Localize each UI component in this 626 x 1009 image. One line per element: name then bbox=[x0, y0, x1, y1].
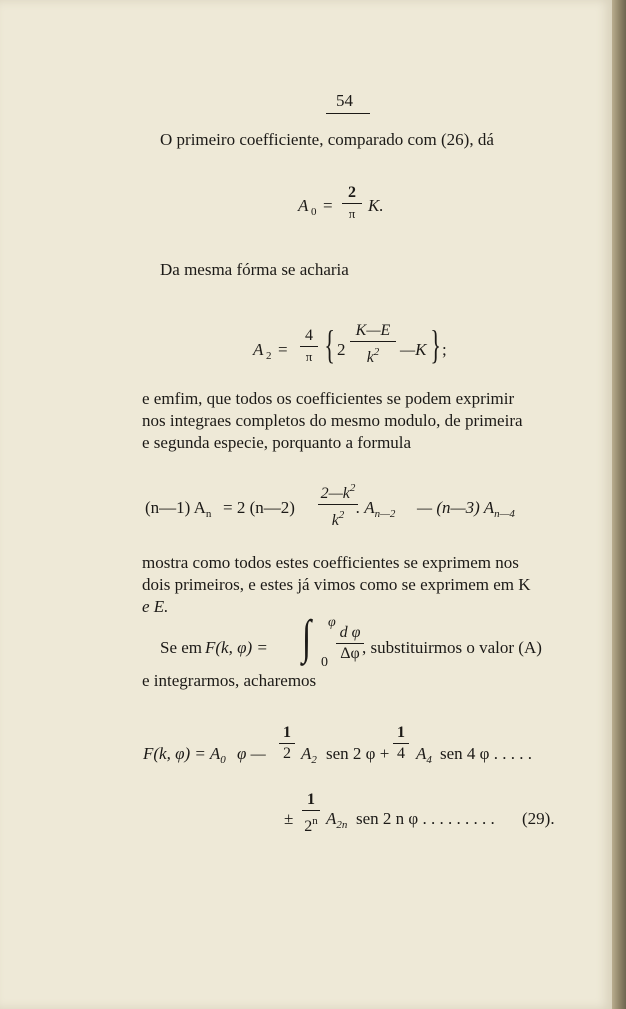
paragraph-4-line-2: dois primeiros, e estes já vimos como se exprimem em K bbox=[142, 575, 531, 594]
eq2-coef: 2 bbox=[337, 340, 346, 359]
eq2-tail: —K bbox=[400, 340, 427, 359]
eq1-lhs: A bbox=[298, 196, 309, 215]
eq2-fraction: 4 π bbox=[300, 327, 318, 366]
eq4-fraction-1: 1 2 bbox=[279, 724, 295, 763]
para5-lead: Se em bbox=[160, 638, 203, 657]
page-number-rule bbox=[326, 113, 370, 114]
integral-upper: φ bbox=[328, 615, 336, 630]
eq2-lhs-sub: 2 bbox=[266, 350, 272, 362]
eq2-right-brace: } bbox=[430, 322, 441, 367]
paragraph-3-line-3: e segunda especie, porquanto a formula bbox=[142, 433, 412, 452]
integrand-fraction: d φ Δφ bbox=[336, 624, 364, 663]
eq5-fraction: 1 2$^n$ bbox=[302, 791, 320, 836]
page-edge bbox=[612, 0, 626, 1009]
eq1-equals: = bbox=[323, 196, 333, 215]
paragraph-4-line-3: e E. bbox=[142, 597, 169, 616]
integral-lower: 0 bbox=[321, 655, 328, 670]
eq4-fraction-2: 1 4 bbox=[393, 724, 409, 763]
eq2-semicolon: ; bbox=[442, 340, 447, 359]
eq3-mid: = 2 (n—2) bbox=[223, 498, 295, 517]
paragraph-3-line-2: nos integraes completos do mesmo modulo, de primeira bbox=[142, 411, 523, 430]
eq2-lhs: A bbox=[253, 340, 264, 359]
paragraph-1: O primeiro coefficiente, comparado com (26), dá bbox=[160, 130, 494, 149]
para5-tail: , substituirmos o valor (A) bbox=[362, 638, 542, 657]
paragraph-6: e integrarmos, acharemos bbox=[142, 671, 317, 690]
para5-func: F(k, φ) = bbox=[205, 638, 268, 657]
eq1-tail: K. bbox=[368, 196, 384, 215]
eq3-fraction: $2—k^2$ $k^2$ bbox=[318, 479, 358, 530]
eq2-inner-fraction: K—E $k^2$ bbox=[350, 322, 396, 367]
equation-number: (29). bbox=[522, 809, 555, 828]
paragraph-3-line-1: e emfim, que todos os coefficientes se podem exprimir bbox=[142, 389, 515, 408]
eq2-left-brace: { bbox=[324, 322, 335, 367]
paragraph-4-line-1: mostra como todos estes coefficientes se exprimem nos bbox=[142, 553, 519, 572]
eq2-equals: = bbox=[278, 340, 288, 359]
paragraph-2: Da mesma fórma se acharia bbox=[160, 260, 349, 279]
integral-sign: ∫ bbox=[301, 611, 312, 664]
book-page: 54 O primeiro coefficiente, comparado com (26), dá A 0 = 2 π K. Da mesma fórma se acharia A 2 = 4 π { 2 K—E $k^2$ —K } ; e emfim, que todos os coefficientes se podem exprimir nos integraes completos do mesmo modulo, de primeira e segunda especie, porquanto a formula (n—1) $A_n$ = 2 (n—2) $2—k^2$ $k^2$ . $A_{n—2}$ — (n—3) $A_{n—4}$ mostra como todos estes coefficientes se exprimem nos dois primeiros, e estes já vimos como se exprimem em K e E. Se em F(k, φ) = ∫ φ 0 d φ Δφ , substituirmos o valor (A) e integrarmos, acharemos F(k, $\varphi) = A_0$ φ — 1 2 $A_2$ sen 2 φ + 1 4 $A_4$ sen 4 φ . . . . . ± 1 2$^n$ $A_{2n}$ sen 2 n φ . . . . . . . . . (29). bbox=[0, 0, 612, 1009]
page-number: 54 bbox=[336, 91, 353, 110]
eq1-lhs-sub: 0 bbox=[311, 206, 317, 218]
eq1-fraction: 2 π bbox=[342, 184, 362, 223]
